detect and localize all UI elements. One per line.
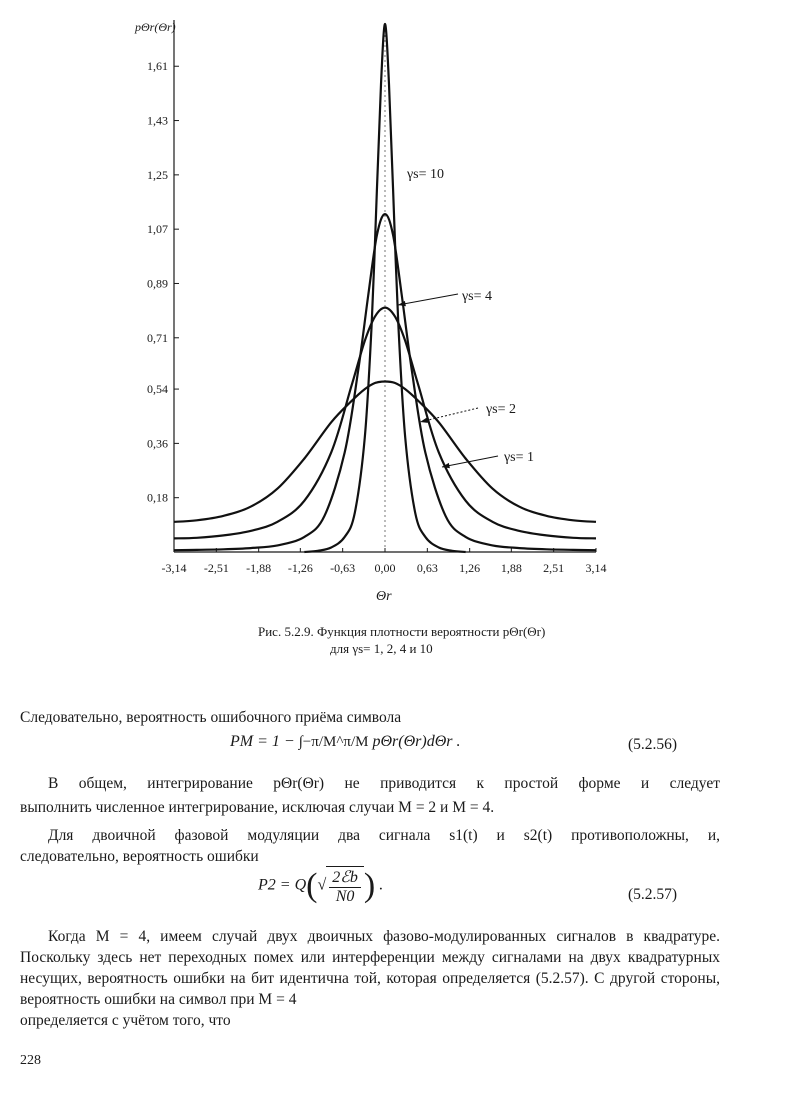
x-tick-label: -2,51 [203, 561, 229, 575]
paragraph-2-line2: выполнить численное интегрирование, исключая случаи M = 2 и M = 4. [20, 799, 495, 816]
annotation-label: γs= 1 [504, 450, 535, 465]
paragraph-1: Следовательно, вероятность ошибочного приёма символа [20, 709, 402, 726]
eq2-denominator: N0 [335, 888, 355, 905]
paragraph-4: Когда M = 4, имеем случай двух двоичных фазово-модулированных сигналов в квадратуре. Поскольку здесь нет переходных помех или интерференции между сигналами на двух квадратурных несущих, вероятность ошибки на бит идентична той, которая определяется (5.2.57). С другой стороны, вероятность ошибки на символ при M = 4 [20, 928, 720, 1008]
equation-number-5-2-57: (5.2.57) [628, 886, 678, 903]
annotation-arrow-line [398, 294, 458, 305]
x-tick-label: -0,63 [330, 561, 356, 575]
paragraph-3-line2: следовательно, вероятность ошибки [20, 848, 259, 865]
annotation-label: γs= 2 [486, 402, 517, 417]
paragraph-4-last-line: определяется с учётом того, что [20, 1012, 231, 1029]
eq2-lhs: P2 = Q [258, 876, 307, 894]
eq2-close-paren: ) [363, 867, 376, 904]
eq1-rhs: pΘr(Θr)dΘr . [372, 733, 461, 750]
equation-5-2-56 [230, 733, 460, 751]
eq2-period: . [379, 876, 384, 894]
chart-axes [174, 20, 596, 552]
x-axis-label: Θr [376, 589, 392, 604]
eq1-lhs: PM = 1 − [230, 733, 295, 750]
paragraph-3-line1: Для двоичной фазовой модуляции два сигнала s1(t) и s2(t) противоположны, и, [48, 827, 720, 844]
x-tick-label: -3,14 [161, 561, 187, 575]
y-tick-label: 0,71 [147, 330, 168, 345]
figure-caption-line2: для γs= 1, 2, 4 и 10 [330, 641, 433, 656]
y-tick-label: 0,89 [147, 276, 168, 291]
y-axis-label: pΘr(Θr) [135, 20, 176, 34]
y-tick-label: 1,61 [147, 59, 168, 74]
y-tick-label: 1,07 [147, 222, 168, 237]
series-line-2 [174, 308, 596, 539]
chart-series [174, 24, 596, 552]
y-tick-label: 0,18 [147, 490, 168, 505]
x-tick-label: -1,26 [287, 561, 313, 575]
x-tick-label: 0,63 [416, 561, 438, 575]
x-tick-label: 1,26 [459, 561, 481, 575]
x-tick-label: -1,88 [246, 561, 272, 575]
eq2-numerator: 2ℰb [329, 867, 361, 888]
annotation-label: γs= 4 [462, 289, 493, 304]
series-line-4 [304, 24, 465, 552]
page-number: 228 [20, 1053, 41, 1068]
eq2-radical [326, 866, 364, 906]
x-tick-label: 1,88 [500, 561, 522, 575]
y-tick-label: 0,36 [147, 436, 168, 451]
chart-annotations [398, 167, 534, 468]
y-tick-label: 1,25 [147, 167, 168, 182]
y-tick-label: 1,43 [147, 113, 168, 128]
figure-caption-line1: Рис. 5.2.9. Функция плотности вероятности pΘr(Θr) [258, 624, 546, 639]
annotation-label: γs= 10 [407, 167, 445, 182]
annotation-arrowhead [420, 418, 428, 423]
x-tick-label: 0,00 [374, 561, 396, 575]
equation-number-5-2-56: (5.2.56) [628, 736, 678, 753]
eq2-open-paren: ( [306, 867, 318, 904]
eq2-fraction [329, 867, 361, 906]
eq1-integral: ∫−π/M^π/M [298, 734, 369, 750]
x-tick-label: 3,14 [585, 561, 607, 575]
paragraph-2-line1: В общем, интегрирование pΘr(Θr) не приводится к простой форме и следует [48, 775, 720, 792]
equation-5-2-57: P2 = Q(√ $\frac{\text{2ℰb}}{N0}$ ) . [258, 867, 384, 905]
x-tick-label: 2,51 [543, 561, 565, 575]
y-tick-label: 0,54 [147, 382, 168, 397]
